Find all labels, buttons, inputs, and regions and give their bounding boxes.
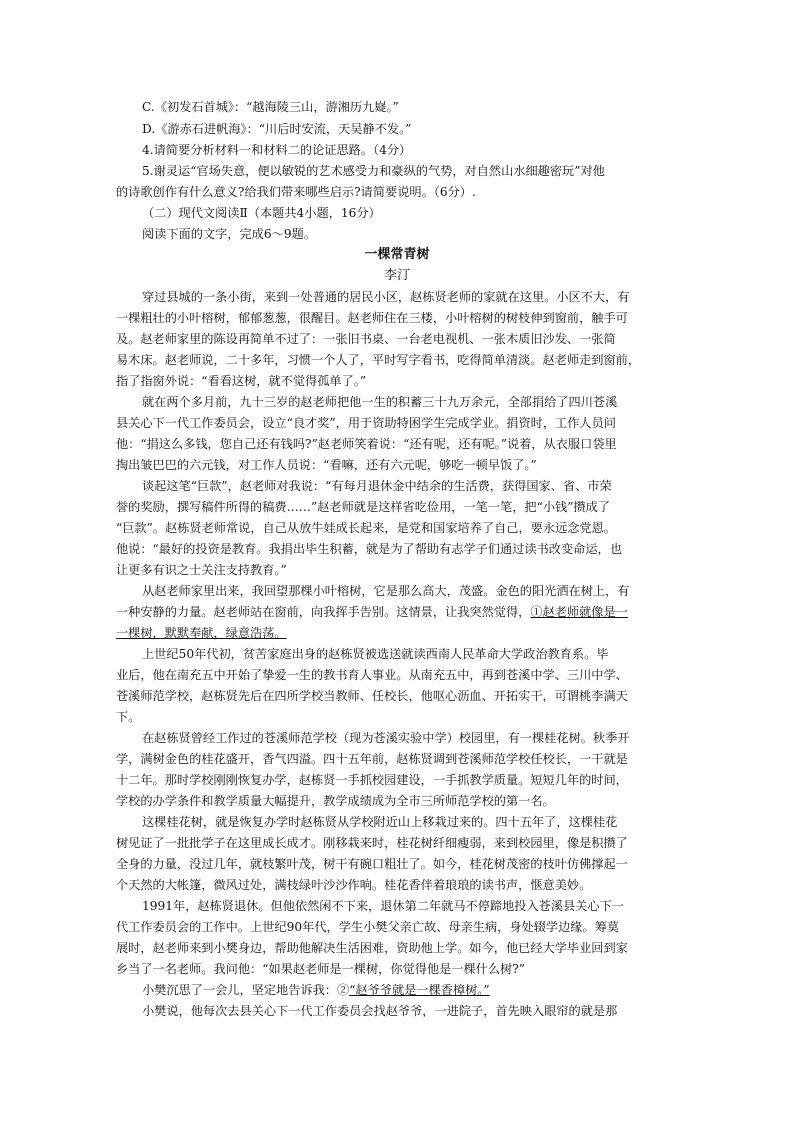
article-line: 他：“捐这么多钱，您自己还有钱吗?”赵老师笑着说：“还有呢，还有呢。”说着，从衣服口袋里 — [116, 437, 617, 451]
article-line: 誉的奖励，撰写稿件所得的稿费……”赵老师就是这样省吃俭用，一笔一笔，把“小钱”攒成了 — [116, 500, 611, 514]
article-line: 他说：“最好的投资是教育。我捐出毕生积蓄，就是为了帮助有志学子们通过读书改变命运，也 — [116, 542, 622, 556]
article-line: 1991年，赵栋贤退休。但他依然闲不下来，退休第二年就马不停蹄地投入苍溪县关心下一 — [142, 899, 624, 913]
underlined-sentence-1: ①赵老师就像是一 — [530, 605, 628, 619]
article-line: 易木床。赵老师说，二十多年，习惯一个人了，平时写字看书，吃得简单清淡。赵老师走到窗前， — [116, 353, 641, 367]
article-line: 穿过县城的一条小街，来到一处普通的居民小区，赵栋贤老师的家就在这里。小区不大，有 — [142, 290, 630, 304]
article-line: 就在两个多月前，九十三岁的赵老师把他一生的积蓄三十九万余元，全部捐给了四川苍溪 — [142, 395, 618, 409]
question-4: 4.请简要分析材料一和材料二的论证思路。（4分） — [142, 143, 412, 157]
article-line: 代工作委员会的工作中。上世纪90年代，学生小樊父亲亡故、母亲生病，身处辍学边缘。筹莫 — [116, 920, 620, 934]
section-instruction: 阅读下面的文字，完成6～9题。 — [142, 227, 316, 241]
article-line: 全身的力量，没过几年，就枝繁叶茂，树干有碗口粗壮了。如今，桂花树茂密的枝叶仿佛撑起一 — [116, 857, 628, 871]
article-line: 让更多有识之士关注支持教育。” — [116, 563, 287, 577]
article-line: 这棵桂花树，就是恢复办学时赵栋贤从学校附近山上移栽过来的。四十五年了，这棵桂花 — [142, 815, 618, 829]
question-5-line-2: 的诗歌创作有什么意义?给我们带来哪些启示?请简要说明。（6分）. — [116, 185, 476, 199]
article-line: 下。 — [116, 710, 141, 724]
article-line: 学校的办学条件和教学质量大幅提升，教学成绩成为全市三所师范学校的第一名。 — [116, 794, 555, 808]
option-d: D.《游赤石进帆海》：“川后时安流，天吴静不发。” — [142, 122, 412, 136]
article-line: 小樊说，他每次去县关心下一代工作委员会找赵爷爷，一进院子，首先映入眼帘的就是那 — [142, 1004, 618, 1018]
article-line: 十二年。那时学校刚刚恢复办学，赵栋贤一手抓校园建设，一手抓教学质量。短短几年的时间， — [116, 773, 628, 787]
article-line: 苍溪师范学校，赵栋贤先后在四所学校当教师、任校长，他呕心沥血、开拓实干，可谓桃李满天 — [116, 689, 628, 703]
article-line: 展时，赵老师来到小樊身边，帮助他解决生活困难，资助他上学。如今，他已经大学毕业回到家 — [116, 941, 628, 955]
article-title: 一棵常青树 — [364, 247, 430, 262]
underlined-sentence-2: “赵爷爷就是一棵香樟树。” — [349, 983, 490, 997]
article-line: 掏出皱巴巴的六元钱，对工作人员说：“看嘛，还有六元呢，够吃一顿早饭了。” — [116, 458, 537, 472]
article-line: 小樊沉思了一会儿，坚定地告诉我：②“赵爷爷就是一棵香樟树。” — [142, 983, 490, 997]
article-line: 乡当了一名老师。我问他：“如果赵老师是一棵树，你觉得他是一棵什么树?” — [116, 962, 525, 976]
underlined-sentence-1-cont: 一棵树，默默奉献，绿意浩荡。 — [116, 626, 287, 640]
section-heading: （二）现代文阅读Ⅱ（本题共4小题，16分） — [142, 206, 381, 220]
article-line: “巨款”。赵栋贤老师常说，自己从放牛娃成长起来，是党和国家培养了自己，要永远念党恩。 — [116, 521, 616, 535]
article-line: 个天然的大帐篷，微风过处，满枝绿叶沙沙作响。桂花香伴着琅琅的读书声，惬意美妙。 — [116, 878, 592, 892]
article-line: 及。赵老师家里的陈设再简单不过了：一张旧书桌、一台老电视机、一张木质旧沙发、一张简 — [116, 332, 616, 346]
article-line: 谈起这笔“巨款”，赵老师对我说：“有每月退休金中结余的生活费，获得国家、省、市荣 — [142, 479, 612, 493]
article-line: 县关心下一代工作委员会，设立“良才奖”，用于资助特困学生完成学业。捐资时，工作人员问 — [116, 416, 616, 430]
article-line: 在赵栋贤曾经工作过的苍溪师范学校（现为苍溪实验中学）校园里，有一棵桂花树。秋季开 — [142, 731, 630, 745]
question-5-line-1: 5.谢灵运“官场失意，便以敏锐的艺术感受力和豪纵的气势，对自然山水细趣密玩”对他 — [142, 164, 605, 178]
article-line: 上世纪50年代初，贫苦家庭出身的赵栋贤被选送就读西南人民革命大学政治教育系。毕 — [142, 647, 609, 661]
article-line: 树见证了一批批学子在这里成长成才。刚移栽来时，桂花树纤细瘦弱，来到校园里，像是积攒了 — [116, 836, 628, 850]
article-line: 从赵老师家里出来，我回望那棵小叶榕树，它是那么高大，茂盛。金色的阳光洒在树上，有 — [142, 584, 630, 598]
article-line: 学，满树金色的桂花盛开，香气四溢。四十五年前，赵栋贤调到苍溪师范学校任校长，一干就是 — [116, 752, 628, 766]
article-line: 一棵粗壮的小叶榕树，郁郁葱葱，很醒目。赵老师住在三楼，小叶榕树的树枝伸到窗前，触手可 — [116, 311, 628, 325]
article-line: 一种安静的力量。赵老师站在窗前，向我挥手告别。这情景，让我突然觉得，①赵老师就像是一 — [116, 605, 628, 619]
article-line: 业后，他在南充五中开始了挚爱一生的教书育人事业。从南充五中，再到苍溪中学、三川中学、 — [116, 668, 628, 682]
article-line: 指了指窗外说：“看看这树，就不觉得孤单了。” — [116, 374, 367, 388]
option-c: C.《初发石首城》：“越海陵三山，游湘历九嶷。” — [142, 100, 399, 114]
article-author: 李汀 — [383, 268, 410, 283]
